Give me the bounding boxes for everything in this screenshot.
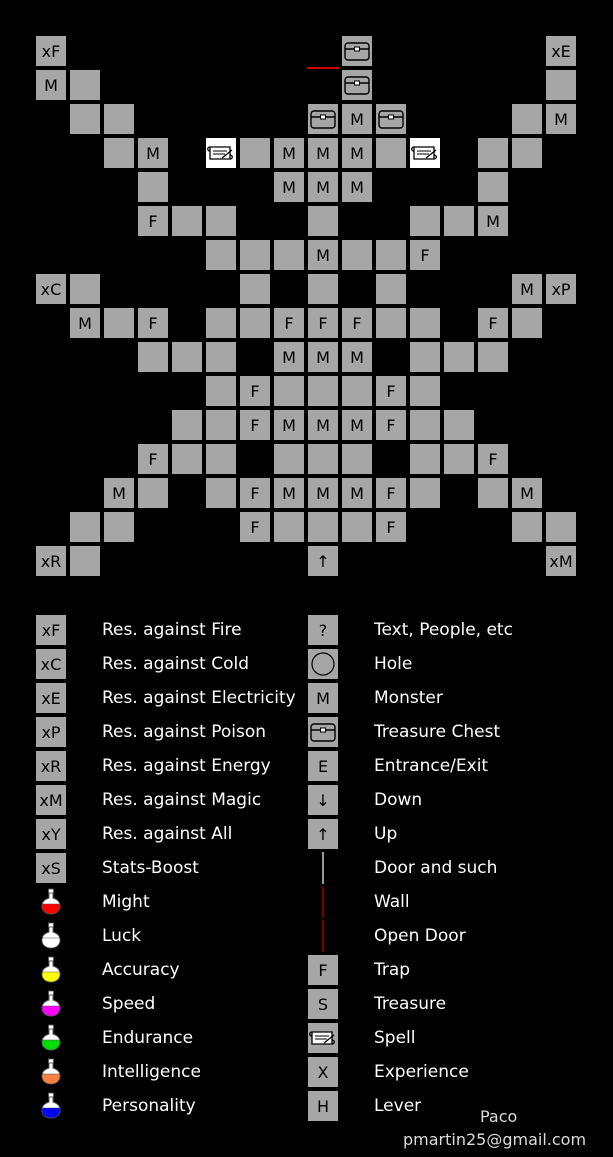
map-tile-m: M	[103, 477, 135, 509]
floor-tile	[103, 103, 135, 135]
treasure-chest-icon	[307, 716, 339, 748]
floor-tile	[409, 341, 441, 373]
floor-tile	[239, 137, 271, 169]
door-line-icon	[307, 852, 339, 884]
floor-tile	[443, 341, 475, 373]
map-tile-m: M	[273, 477, 305, 509]
floor-tile	[239, 307, 271, 339]
legend-label: Text, People, etc	[374, 620, 513, 640]
floor-tile	[137, 477, 169, 509]
legend-label: Res. against Electricity	[102, 688, 296, 708]
legend-symbol-xm: xM	[35, 784, 67, 816]
map-tile-m: M	[477, 205, 509, 237]
legend-label: Wall	[374, 892, 410, 912]
map-tile-m: M	[307, 341, 339, 373]
floor-tile	[545, 69, 577, 101]
map-tile-m: M	[341, 171, 373, 203]
map-tile-f: F	[137, 307, 169, 339]
floor-tile	[409, 443, 441, 475]
map-tile-m: M	[35, 69, 67, 101]
map-tile-f: F	[375, 477, 407, 509]
legend-symbol-q: ↑	[307, 818, 339, 850]
floor-tile	[443, 409, 475, 441]
map-tile-f: F	[137, 205, 169, 237]
treasure-chest-icon	[341, 35, 373, 67]
floor-tile	[69, 69, 101, 101]
legend-symbol-q: ?	[307, 614, 339, 646]
map-tile-xe: xE	[545, 35, 577, 67]
map-tile-f: F	[307, 307, 339, 339]
legend-label: Trap	[374, 960, 411, 980]
wall-line-icon	[307, 886, 339, 918]
spell-scroll-icon	[205, 137, 237, 169]
legend-label: Monster	[374, 688, 443, 708]
map-tile-up-arrow: ↑	[307, 545, 339, 577]
map-tile-f: F	[375, 409, 407, 441]
floor-tile	[205, 443, 237, 475]
floor-tile	[341, 375, 373, 407]
floor-tile	[103, 307, 135, 339]
floor-tile	[511, 511, 543, 543]
floor-tile	[545, 511, 577, 543]
legend-label: Res. against Fire	[102, 620, 242, 640]
floor-tile	[341, 239, 373, 271]
legend-label: Res. against Energy	[102, 756, 271, 776]
credit-author: Paco	[480, 1107, 518, 1126]
map-tile-m: M	[69, 307, 101, 339]
floor-tile	[205, 307, 237, 339]
map-tile-m: M	[137, 137, 169, 169]
floor-tile	[205, 375, 237, 407]
map-tile-f: F	[477, 443, 509, 475]
floor-tile	[69, 545, 101, 577]
legend-symbol-x: X	[307, 1056, 339, 1088]
treasure-chest-icon	[307, 103, 339, 135]
floor-tile	[375, 239, 407, 271]
open-door-line-icon	[307, 920, 339, 952]
legend-label: Res. against Magic	[102, 790, 262, 810]
floor-tile	[341, 443, 373, 475]
floor-tile	[205, 239, 237, 271]
map-tile-xp: xP	[545, 273, 577, 305]
floor-tile	[137, 341, 169, 373]
map-tile-f: F	[375, 511, 407, 543]
red-potion-icon	[35, 886, 67, 918]
wall-segment	[307, 67, 339, 69]
map-tile-m: M	[307, 137, 339, 169]
legend-label: Res. against Poison	[102, 722, 267, 742]
floor-tile	[511, 103, 543, 135]
legend-symbol-xs: xS	[35, 852, 67, 884]
legend-label: Experience	[374, 1062, 469, 1082]
legend-symbol-xe: xE	[35, 682, 67, 714]
floor-tile	[341, 511, 373, 543]
map-tile-m: M	[307, 239, 339, 271]
legend-label: Res. against Cold	[102, 654, 250, 674]
legend-symbol-xc: xC	[35, 648, 67, 680]
legend-label: Res. against All	[102, 824, 233, 844]
floor-tile	[273, 239, 305, 271]
map-tile-f: F	[375, 375, 407, 407]
map-tile-m: M	[307, 477, 339, 509]
map-tile-m: M	[273, 137, 305, 169]
spell-scroll-icon	[409, 137, 441, 169]
floor-tile	[477, 171, 509, 203]
map-tile-f: F	[341, 307, 373, 339]
floor-tile	[409, 375, 441, 407]
map-tile-f: F	[477, 307, 509, 339]
floor-tile	[69, 511, 101, 543]
legend-label: Personality	[102, 1096, 196, 1116]
map-tile-f: F	[273, 307, 305, 339]
floor-tile	[409, 205, 441, 237]
map-tile-f: F	[239, 511, 271, 543]
floor-tile	[375, 307, 407, 339]
floor-tile	[443, 205, 475, 237]
floor-tile	[307, 511, 339, 543]
legend-label: Lever	[374, 1096, 422, 1116]
legend-label: Accuracy	[102, 960, 180, 980]
floor-tile	[307, 375, 339, 407]
legend-label: Hole	[374, 654, 413, 674]
legend-label: Door and such	[374, 858, 498, 878]
map-tile-f: F	[239, 375, 271, 407]
map-tile-xf: xF	[35, 35, 67, 67]
map-tile-m: M	[545, 103, 577, 135]
map-tile-m: M	[341, 341, 373, 373]
floor-tile	[171, 443, 203, 475]
legend-label: Speed	[102, 994, 156, 1014]
treasure-chest-icon	[375, 103, 407, 135]
map-tile-xc: xC	[35, 273, 67, 305]
floor-tile	[171, 205, 203, 237]
legend-label: Spell	[374, 1028, 416, 1048]
green-potion-icon	[35, 1022, 67, 1054]
floor-tile	[409, 409, 441, 441]
floor-tile	[409, 477, 441, 509]
legend-symbol-m: M	[307, 682, 339, 714]
legend-label: Endurance	[102, 1028, 194, 1048]
floor-tile	[205, 409, 237, 441]
floor-tile	[205, 341, 237, 373]
map-tile-m: M	[341, 409, 373, 441]
legend-label: Luck	[102, 926, 142, 946]
legend-symbol-q: ↓	[307, 784, 339, 816]
yellow-potion-icon	[35, 954, 67, 986]
floor-tile	[477, 477, 509, 509]
floor-tile	[273, 443, 305, 475]
treasure-chest-icon	[341, 69, 373, 101]
legend-label: Intelligence	[102, 1062, 201, 1082]
legend-label: Might	[102, 892, 150, 912]
floor-tile	[205, 477, 237, 509]
magenta-potion-icon	[35, 988, 67, 1020]
map-tile-m: M	[307, 409, 339, 441]
legend-label: Up	[374, 824, 398, 844]
map-tile-m: M	[273, 341, 305, 373]
legend-symbol-s: S	[307, 988, 339, 1020]
credit-email: pmartin25@gmail.com	[403, 1130, 587, 1149]
floor-tile	[273, 375, 305, 407]
hole-icon	[307, 648, 339, 680]
legend-symbol-xf: xF	[35, 614, 67, 646]
floor-tile	[307, 205, 339, 237]
floor-tile	[409, 307, 441, 339]
legend-symbol-h: H	[307, 1090, 339, 1122]
spell-scroll-icon	[307, 1022, 339, 1054]
blue-potion-icon	[35, 1090, 67, 1122]
floor-tile	[511, 307, 543, 339]
legend-label: Treasure	[374, 994, 447, 1014]
floor-tile	[69, 273, 101, 305]
floor-tile	[375, 273, 407, 305]
map-tile-xr: xR	[35, 545, 67, 577]
floor-tile	[477, 137, 509, 169]
map-tile-xm: xM	[545, 545, 577, 577]
floor-tile	[375, 137, 407, 169]
floor-tile	[103, 511, 135, 543]
map-tile-m: M	[341, 477, 373, 509]
floor-tile	[239, 239, 271, 271]
floor-tile	[103, 137, 135, 169]
legend-symbol-xr: xR	[35, 750, 67, 782]
map-tile-m: M	[273, 171, 305, 203]
floor-tile	[171, 341, 203, 373]
floor-tile	[443, 443, 475, 475]
legend-label: Entrance/Exit	[374, 756, 489, 776]
map-tile-m: M	[307, 171, 339, 203]
map-tile-m: M	[511, 273, 543, 305]
floor-tile	[307, 443, 339, 475]
legend-symbol-e: E	[307, 750, 339, 782]
floor-tile	[205, 205, 237, 237]
floor-tile	[171, 409, 203, 441]
legend-label: Stats-Boost	[102, 858, 199, 878]
legend-label: Down	[374, 790, 423, 810]
map-tile-f: F	[409, 239, 441, 271]
floor-tile	[137, 171, 169, 203]
map-tile-f: F	[137, 443, 169, 475]
map-tile-m: M	[511, 477, 543, 509]
floor-tile	[511, 137, 543, 169]
legend-label: Open Door	[374, 926, 466, 946]
map-tile-m: M	[341, 137, 373, 169]
floor-tile	[477, 341, 509, 373]
legend-symbol-xp: xP	[35, 716, 67, 748]
map-tile-f: F	[239, 409, 271, 441]
legend-symbol-f: F	[307, 954, 339, 986]
floor-tile	[273, 511, 305, 543]
floor-tile	[69, 103, 101, 135]
orange-potion-icon	[35, 1056, 67, 1088]
floor-tile	[239, 273, 271, 305]
legend-label: Treasure Chest	[374, 722, 501, 742]
map-tile-m: M	[273, 409, 305, 441]
floor-tile	[307, 273, 339, 305]
legend-symbol-xy: xY	[35, 818, 67, 850]
white-potion-icon	[35, 920, 67, 952]
map-tile-m: M	[341, 103, 373, 135]
map-tile-f: F	[239, 477, 271, 509]
